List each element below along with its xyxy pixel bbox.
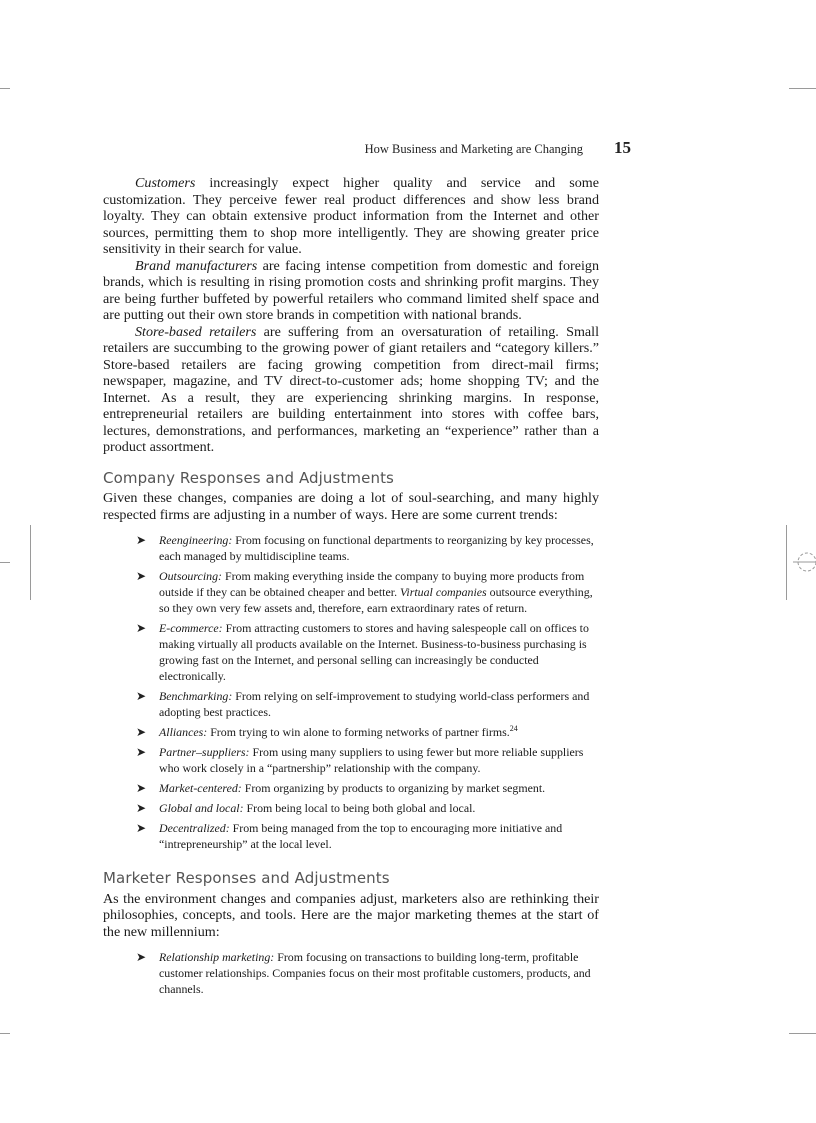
bullet-term: Relationship marketing: [159,950,275,964]
marketer-theme-list [103,949,599,997]
arrow-bullet-icon: ➤ [136,821,147,835]
bullet-term: Outsourcing: [159,569,222,583]
crop-mark [30,525,31,600]
bullet-term: Benchmarking: [159,689,233,703]
crop-mark [789,88,816,89]
section-heading-company: Company Responses and Adjustments [103,468,394,487]
bullet-item [103,780,599,796]
bullet-item [103,532,599,564]
bullet-item [103,688,599,720]
bullet-text: From being local to being both global and local. [243,801,476,815]
bullet-text: From organizing by products to organizing by market segment. [241,781,546,795]
bullet-term: Partner–suppliers: [159,745,250,759]
bullet-item [103,949,599,997]
arrow-bullet-icon: ➤ [136,725,147,739]
bullet-item [103,568,599,616]
crop-mark [0,1033,10,1034]
company-intro: Given these changes, companies are doing a lot of soul-searching, and many highly respected firms are adjusting in a number of ways. Here are some current trends: [103,490,599,523]
paragraph-lead-term: Store-based retailers [135,323,257,340]
page-number: 15 [614,138,631,157]
crop-mark [0,88,10,89]
crop-mark [789,1033,816,1034]
arrow-bullet-icon: ➤ [136,801,147,815]
bullet-text: From focusing on functional departments to reorganizing by key processes, each managed by multidiscipline teams. [159,533,594,563]
bullet-term: Reengineering: [159,533,233,547]
arrow-bullet-icon: ➤ [136,745,147,759]
footnote-ref: 24 [509,724,518,734]
bullet-item [103,724,599,740]
arrow-bullet-icon: ➤ [136,533,147,547]
arrow-bullet-icon: ➤ [136,689,147,703]
bullet-text: From focusing on transactions to building long-term, profitable customer relationships. Companies focus on their most profitable customers, products, and channels. [159,950,591,996]
company-trend-list [103,532,599,852]
paragraph-text: are facing intense competition from domestic and foreign brands, which is resulting in rising promotion costs and shrinking profit margins. They are being further buffeted by powerful retailers who command limited shelf space and are putting out their own store brands in competition with national brands. [103,257,599,323]
bullet-term: E-commerce: [159,621,223,635]
intro-paragraphs [103,175,599,456]
bullet-text: From being managed from the top to encouraging more initiative and “intrepreneurship” at the local level. [159,821,563,851]
bullet-term: Virtual companies [400,585,487,599]
running-header [103,140,631,160]
paragraph-lead-term: Brand manufacturers [135,257,258,274]
paragraph-text: increasingly expect higher quality and service and some customization. They perceive fewer real product differences and show less brand loyalty. They can obtain extensive product information from the Internet and other sources, permitting them to shop more intelligently. They are showing greater price sensitivity in their search for value. [103,175,599,257]
arrow-bullet-icon: ➤ [136,950,147,964]
section-heading-marketer: Marketer Responses and Adjustments [103,869,390,887]
body-paragraph [103,175,599,258]
bullet-text: From using many suppliers to using fewer but more reliable suppliers who work closely in a “partnership” relationship with the company. [159,745,584,775]
bullet-term: Alliances: [159,725,208,739]
bullet-text: outsource everything, so they own very few assets and, therefore, earn extraordinary rates of return. [159,585,593,615]
bullet-term: Global and local: [159,801,244,815]
marketer-intro: As the environment changes and companies adjust, marketers also are rethinking their philosophies, concepts, and tools. Here are the major marketing themes at the start of the new millennium: [103,890,599,940]
registration-mark-icon [793,550,816,574]
bullet-text: From relying on self-improvement to studying world-class performers and adopting best practices. [159,689,590,719]
bullet-term: Market-centered: [159,781,242,795]
bullet-item [103,800,599,816]
page-body [103,175,599,1001]
body-paragraph [103,258,599,324]
paragraph-lead-term: Customers [135,175,196,191]
crop-mark [786,525,787,600]
arrow-bullet-icon: ➤ [136,569,147,583]
bullet-item [103,620,599,684]
running-head-title: How Business and Marketing are Changing [364,142,583,156]
bullet-text: From making everything inside the company to buying more products from outside if they can be obtained cheaper and better. [159,569,585,599]
crop-mark [0,562,10,563]
bullet-term: Decentralized: [159,821,230,835]
paragraph-text: are suffering from an oversaturation of retailing. Small retailers are succumbing to the growing power of giant retailers and “category killers.” Store-based retailers are facing growing competition from direct-mail firms; newspaper, magazine, and TV direct-to-customer ads; home shopping TV; and the Internet. As a result, they are experiencing shrinking margins. In response, entrepreneurial retailers are building entertainment into stores with coffee bars, lectures, demonstrations, and performances, marketing an “experience” rather than a product assortment. [103,323,599,455]
bullet-text: From attracting customers to stores and having salespeople call on offices to making virtually all products available on the Internet. Business-to-business purchasing is growing fast on the Internet, and personal selling can increasingly be conducted electronically. [159,621,589,683]
bullet-text: From trying to win alone to forming networks of partner firms. [207,725,510,739]
body-paragraph [103,324,599,456]
bullet-item [103,820,599,852]
arrow-bullet-icon: ➤ [136,781,147,795]
bullet-item [103,744,599,776]
arrow-bullet-icon: ➤ [136,621,147,635]
